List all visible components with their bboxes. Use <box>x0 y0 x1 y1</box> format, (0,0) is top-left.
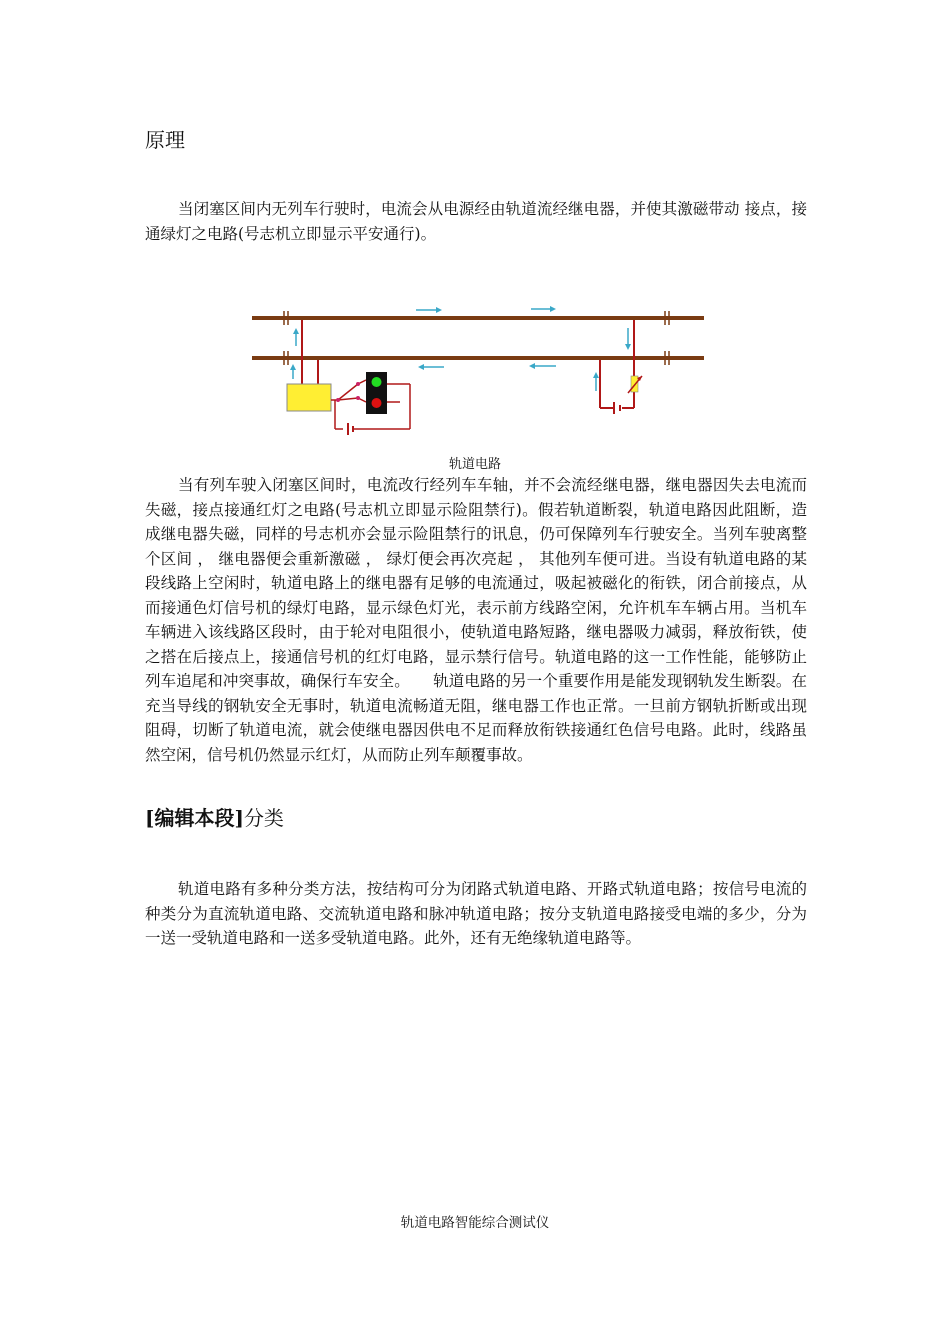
track-relay <box>287 384 331 411</box>
feed-battery <box>614 402 620 414</box>
figure-caption: 轨道电路 <box>448 457 501 472</box>
edit-section-link[interactable]: [编辑本段] <box>145 806 244 830</box>
paragraph-classification: 轨道电路有多种分类方法，按结构可分为闭路式轨道电路、开路式轨道电路；按信号电流的种类分为直流轨道电路、交流轨道电路和脉冲轨道电路；按分支轨道电路接受电端的多少，分为一送一受轨道电路和一送多受轨道电路。此外，还有无绝缘轨道电路等。 <box>145 880 807 947</box>
signal-red-lamp <box>372 398 382 408</box>
section-title-classification <box>145 802 284 831</box>
upper-rail <box>252 316 704 320</box>
lower-rail <box>252 356 704 360</box>
signal-battery <box>348 423 353 435</box>
track-circuit-svg <box>248 296 708 441</box>
paragraph-operation: 当有列车驶入闭塞区间时，电流改行经列车车轴，并不会流经继电器，继电器因失去电流而失磁，接点接通红灯之电路(号志机立即显示险阻禁行)。假若轨道断裂，轨道电路因此阻断，造成继电器失磁，同样的号志机亦会显示险阻禁行的讯息，仍可保障列车行驶安全。当列车驶离整个区间 ， 继电器便会重新激磁 ， 绿灯便会再次亮起 ， 其他列车便可进。当设有轨道电路的某段线路上空闲时，轨道电路上的继电器有足够的电流通过，吸起被磁化的衔铁，闭合前接点，从而接通色灯信号机的绿灯电路，显示绿色灯光，表示前方线路空闲，允许机车车辆占用。当机车车辆进入该线路区段时，由于轮对电阻很小，使轨道电路短路，继电器吸力减弱，释放衔铁，使之搭在后接点上，接通信号机的红灯电路，显示禁行信号。轨道电路的这一工作性能，能够防止列车追尾和冲突事故，确保行车安全。 轨道电路的另一个重要作用是能发现钢轨发生断裂。在充当导线的钢轨安全无事时，轨道电流畅道无阻，继电器工作也正常。一旦前方钢轨折断或出现阻碍，切断了轨道电流，就会使继电器因供电不足而释放衔铁接通红色信号电路。此时，线路虽然空闲，信号机仍然显示红灯，从而防止列车颠覆事故。 <box>145 476 807 764</box>
relay-leads <box>302 320 318 384</box>
section-title-text: 分类 <box>243 806 284 830</box>
signal-green-lamp <box>372 377 382 387</box>
page-footer: 轨道电路智能综合测试仪 <box>400 1215 550 1231</box>
section-title-principle: 原理 <box>145 128 185 152</box>
paragraph-principle-intro: 当闭塞区间内无列车行驶时，电流会从电源经由轨道流经继电器，并使其激磁带动 接点，接通绿灯之电路(号志机立即显示平安通行)。 <box>145 200 807 243</box>
track-circuit-diagram <box>248 296 708 441</box>
feed-wiring <box>600 320 634 408</box>
